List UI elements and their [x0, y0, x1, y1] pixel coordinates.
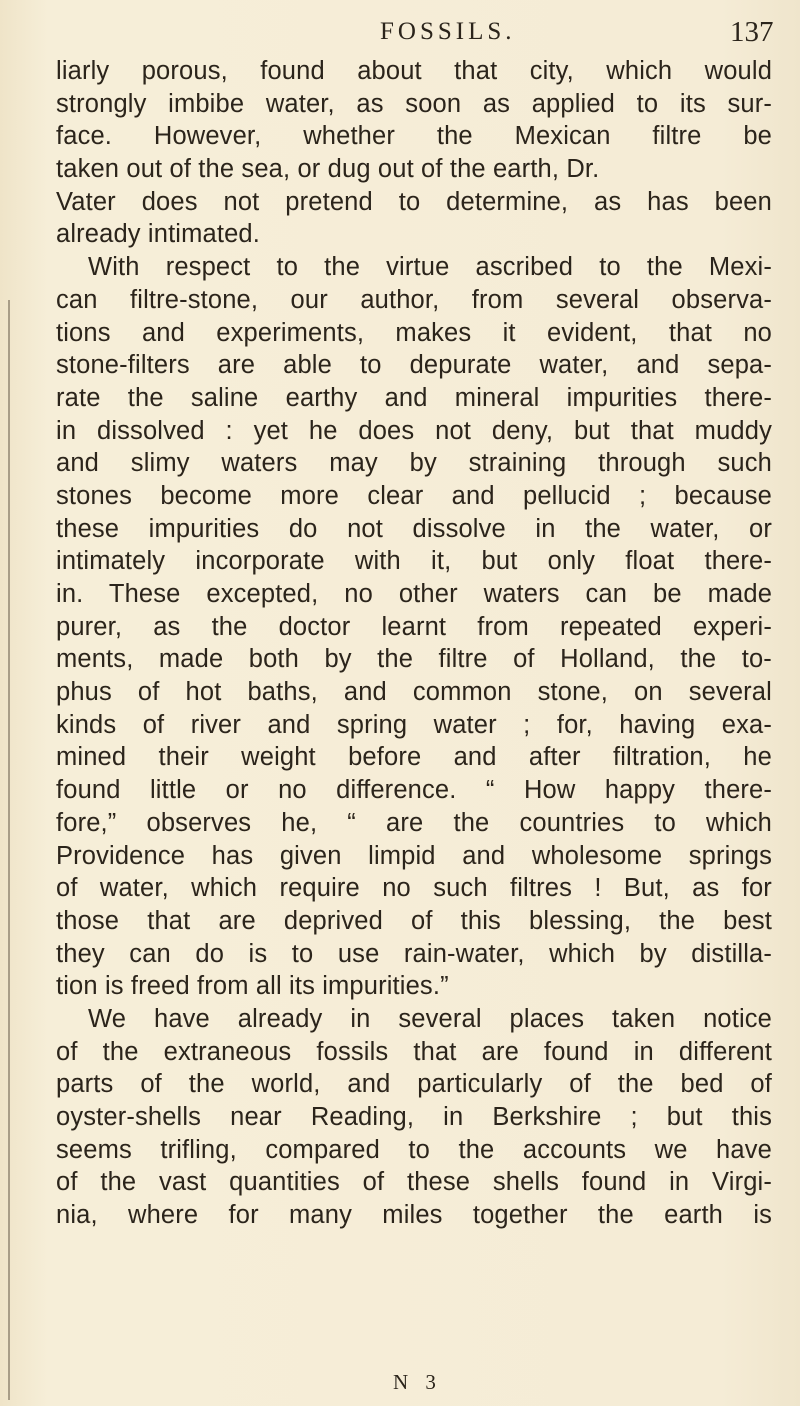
text-line: ments, made both by the filtre of Holland, the to- — [56, 645, 772, 674]
text-line: face. However, whether the Mexican filtre be — [56, 122, 772, 151]
text-line: stone-filters are able to depurate water, and sepa- — [56, 351, 772, 380]
text-line: fore,” observes he, “ are the countries to which — [56, 808, 772, 837]
text-line: tions and experiments, makes it evident, that no — [56, 318, 772, 347]
text-line: parts of the world, and particularly of the bed of — [56, 1070, 772, 1099]
text-line: seems trifling, compared to the accounts we have — [56, 1135, 772, 1164]
text-line: rate the saline earthy and mineral impurities there- — [56, 383, 772, 412]
text-line: those that are deprived of this blessing, the best — [56, 906, 772, 935]
text-line: intimately incorporate with it, but only float there- — [56, 547, 772, 576]
text-line: can filtre-stone, our author, from several observa- — [56, 285, 772, 314]
text-line: already intimated. — [56, 220, 260, 249]
text-line: they can do is to use rain-water, which by distilla- — [56, 939, 772, 968]
text-line: Vater does not pretend to determine, as has been — [56, 187, 772, 216]
text-line: liarly porous, found about that city, which would — [56, 57, 772, 85]
text-line: of the vast quantities of these shells found in Virgi- — [56, 1168, 772, 1197]
text-line: nia, where for many miles together the earth is — [56, 1201, 772, 1230]
page-header — [0, 8, 800, 48]
text-line: purer, as the doctor learnt from repeated experi- — [56, 612, 772, 641]
page-gutter-edge — [8, 300, 10, 1400]
text-line: of water, which require no such filtres ! But, as for — [56, 874, 772, 903]
text-line: mined their weight before and after filtration, he — [56, 743, 772, 772]
signature-mark: N 3 — [393, 1370, 442, 1394]
text-line: oyster-shells near Reading, in Berkshire ; but this — [56, 1103, 772, 1131]
text-line: Providence has given limpid and wholesome springs — [56, 841, 772, 870]
page-number: 137 — [730, 16, 774, 48]
text-line: these impurities do not dissolve in the water, or — [56, 514, 772, 543]
text-line: tion is freed from all its impurities.” — [56, 972, 449, 1001]
text-line: strongly imbibe water, as soon as applied to its sur- — [56, 89, 772, 118]
text-line: found little or no difference. “ How happy there- — [56, 776, 772, 805]
text-line: taken out of the sea, or dug out of the earth, Dr. — [56, 155, 600, 184]
text-line: We have already in several places taken notice — [88, 1004, 772, 1033]
text-line: phus of hot baths, and common stone, on several — [56, 678, 772, 707]
text-line: in dissolved : yet he does not deny, but that muddy — [56, 416, 772, 445]
text-line: With respect to the virtue ascribed to the Mexi- — [88, 253, 772, 282]
body-text — [56, 55, 772, 1232]
text-line: in. These excepted, no other waters can be made — [56, 580, 772, 608]
running-title: FOSSILS. — [380, 18, 516, 45]
text-line: stones become more clear and pellucid ; because — [56, 481, 772, 510]
text-line: of the extraneous fossils that are found in different — [56, 1037, 772, 1066]
text-line: kinds of river and spring water ; for, having exa- — [56, 710, 772, 739]
text-line: and slimy waters may by straining through such — [56, 449, 772, 478]
